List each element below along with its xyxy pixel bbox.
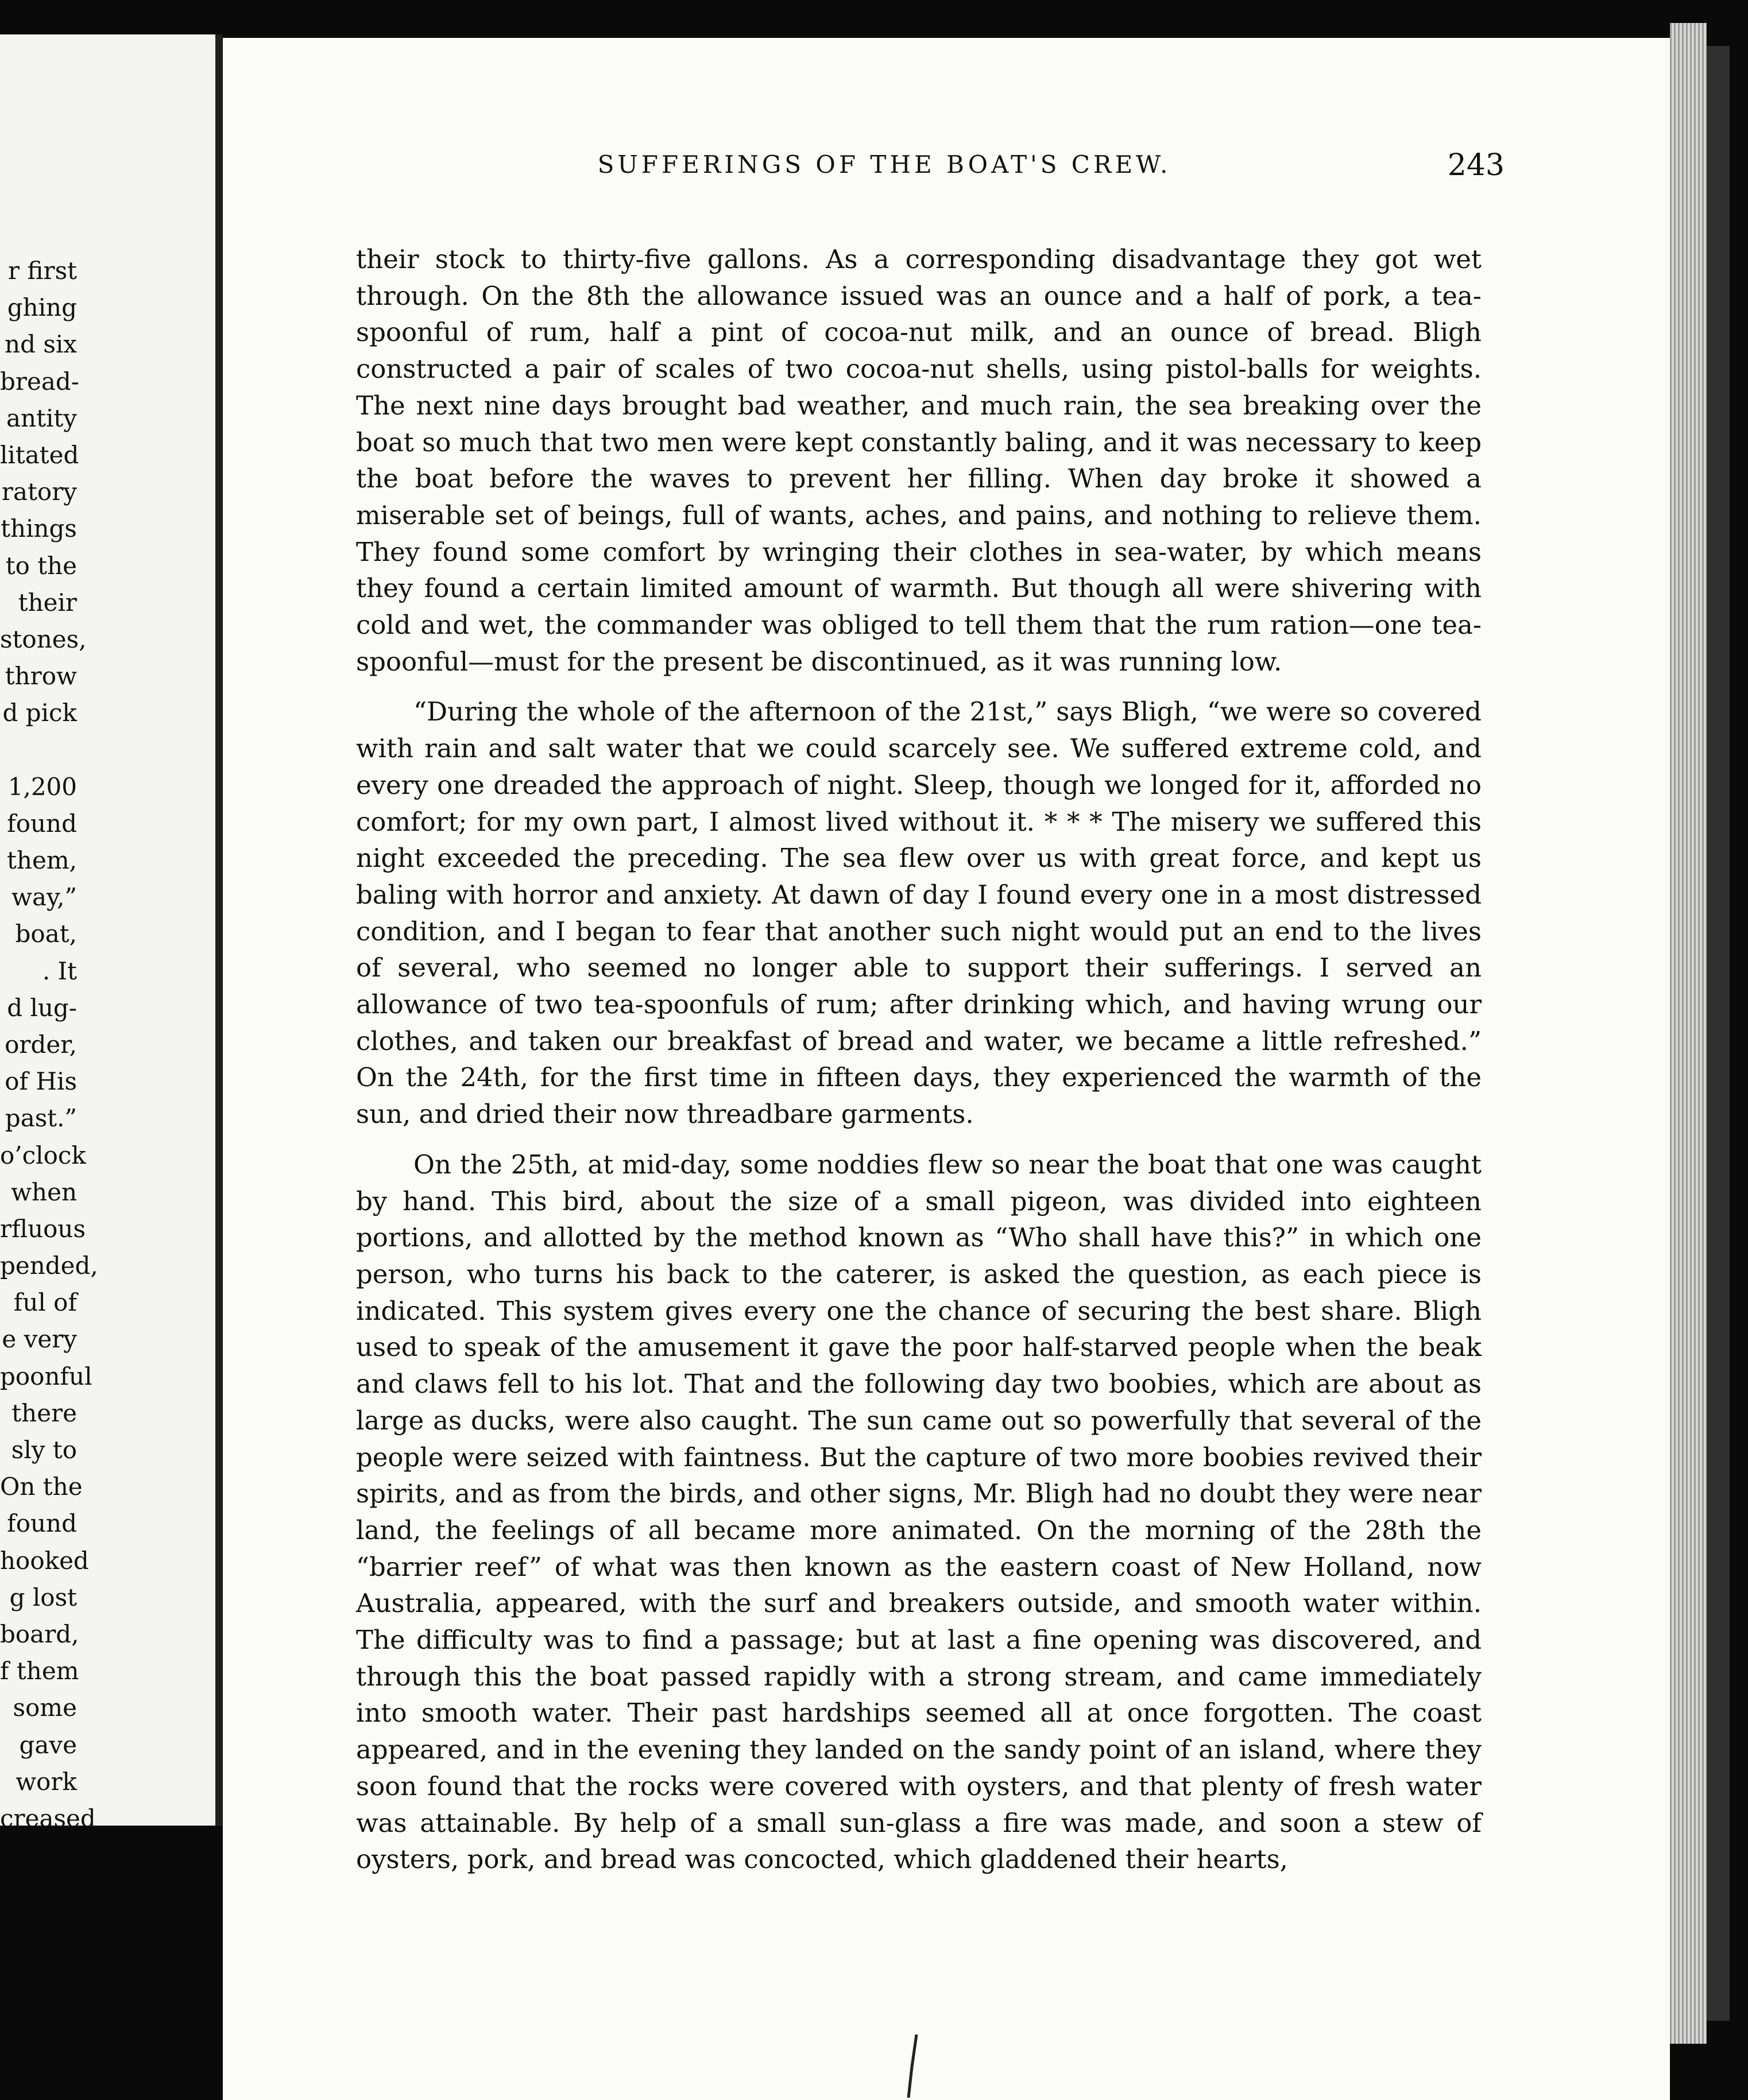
left-page-line: 1,200 [7, 772, 77, 801]
left-page-line: nd six [5, 330, 77, 359]
left-page-line: creased [0, 1804, 96, 1832]
left-page [0, 34, 219, 1832]
left-page-line: to the [5, 551, 77, 580]
left-page-line: litated [0, 440, 79, 469]
left-page-line: past.” [5, 1104, 77, 1133]
left-page-line: gave [19, 1730, 77, 1759]
left-page-line: some [13, 1694, 77, 1722]
left-page-line: way,” [11, 883, 77, 912]
left-page-line: r first [8, 257, 77, 285]
book-gutter [215, 34, 222, 1826]
left-page-line: things [1, 514, 77, 543]
scan-mark [896, 2032, 930, 2100]
paragraph: their stock to thirty-five gallons. As a corresponding disadvantage they got wet through. On the 8th the allowance issued was an ounce and a half of pork, a tea-spoonful of rum, half a pint of cocoa-nut milk, and an ounce of bread. Bligh constructed a pair of scales of two cocoa-nut shells, using pistol-balls for weights. The next nine days brought bad weather, and much rain, the sea breaking over the boat so much that two men were kept constantly baling, and it was necessary to keep the boat before the waves to prevent her filling. When day broke it showed a miserable set of beings, full of wants, aches, and pains, and nothing to relieve them. They found some comfort by wringing their clothes in sea-water, by which means they found a certain limited amount of warmth. But though all were shivering with cold and wet, the commander was obliged to tell them that the rum ration—one tea-spoonful—must for the present be discontinued, as it was running low. [356, 244, 1482, 677]
left-page-line: them, [7, 846, 77, 874]
left-page-line: f them [0, 1657, 79, 1686]
left-page-line: of His [5, 1067, 77, 1096]
left-page-line: board, [0, 1619, 79, 1648]
left-page-line: bread- [0, 367, 79, 396]
left-page-line: antity [6, 404, 77, 432]
left-page-line: d pick [2, 699, 77, 727]
left-page-line: when [11, 1177, 77, 1206]
left-page-line: there [11, 1398, 77, 1427]
left-page-line: stones, [0, 625, 87, 653]
left-page-line: g lost [9, 1583, 77, 1611]
body-text [356, 241, 1482, 1878]
running-head: SUFFERINGS OF THE BOAT'S CREW. [597, 150, 1171, 179]
left-page-line: sly to [11, 1436, 77, 1464]
left-page-line: pended, [0, 1252, 98, 1280]
left-page-line: found [7, 1509, 77, 1538]
page-edges [1670, 23, 1707, 2044]
left-page-line [0, 731, 77, 768]
left-page-line: poonful [0, 1362, 92, 1390]
paragraph: “During the whole of the afternoon of the 21st,” says Bligh, “we were so covered with rain and salt water that we could scarcely see. We suffered extreme cold, and every one dreaded the approach of night. Sleep, though we longed for it, afforded no comfort; for my own part, I almost lived without it. * * * The misery we suffered this night exceeded the preceding. The sea flew over us with great force, and kept us baling with horror and anxiety. At dawn of day I found every one in a most distressed condition, and I began to fear that another such night would put an end to the lives of several, who seemed no longer able to support their sufferings. I served an allowance of two tea-spoonfuls of rum; after drinking which, and having wrung our clothes, and taken our breakfast of bread and water, we became a little refreshed.” On the 24th, for the first time in fifteen days, they experienced the warmth of the sun, and dried their now threadbare garments. [356, 696, 1482, 1130]
left-page-line: . It [42, 956, 77, 985]
left-page-line: e very [2, 1325, 77, 1354]
left-page-line: rfluous [0, 1214, 86, 1243]
left-page-line: d lug- [7, 993, 77, 1022]
left-page-line: found [7, 809, 77, 838]
left-page-line: ratory [1, 478, 77, 506]
left-page-line: ful of [13, 1288, 77, 1317]
left-page-line: ghing [7, 293, 77, 322]
page-number: 243 [1447, 148, 1505, 183]
left-page-line: On the [0, 1473, 83, 1501]
left-page-line: hooked [0, 1546, 89, 1575]
left-page-line: their [18, 588, 77, 617]
left-page-line: boat, [15, 920, 77, 948]
book-cover-edge [1707, 46, 1730, 2021]
left-page-line: o’clock [0, 1141, 86, 1169]
left-page-line: order, [5, 1030, 77, 1059]
paragraph: On the 25th, at mid-day, some noddies flew so near the boat that one was caught by hand. This bird, about the size of a small pigeon, was divided into eighteen portions, and allotted by the method known as “Who shall have this?” in which one person, who turns his back to the caterer, is asked the question, as each piece is indicated. This system gives every one the chance of securing the best share. Bligh used to speak of the amusement it gave the poor half-starved people when the beak and claws fell to his lot. That and the following day two boobies, which are about as large as ducks, were also caught. The sun came out so powerfully that several of the people were seized with faintness. But the capture of two more boobies revived their spirits, and as from the birds, and other signs, Mr. Bligh had no doubt they were near land, the feelings of all became more animated. On the morning of the 28th the “barrier reef” of what was then known as the eastern coast of New Holland, now Australia, appeared, with the surf and breakers outside, and smooth water within. The difficulty was to find a passage; but at last a fine opening was discovered, and through this the boat passed rapidly with a strong stream, and came immediately into smooth water. Their past hardships seemed all at once forgotten. The coast appeared, and in the evening they landed on the sandy point of an island, where they soon found that the rocks were covered with oysters, and that plenty of fresh water was attainable. By help of a small sun-glass a fire was made, and soon a stew of oysters, pork, and bread was concocted, which gladdened their hearts, [356, 1149, 1482, 1875]
left-page-text [0, 253, 98, 1837]
left-page-line: work [16, 1767, 77, 1796]
left-page-line: throw [5, 662, 77, 691]
